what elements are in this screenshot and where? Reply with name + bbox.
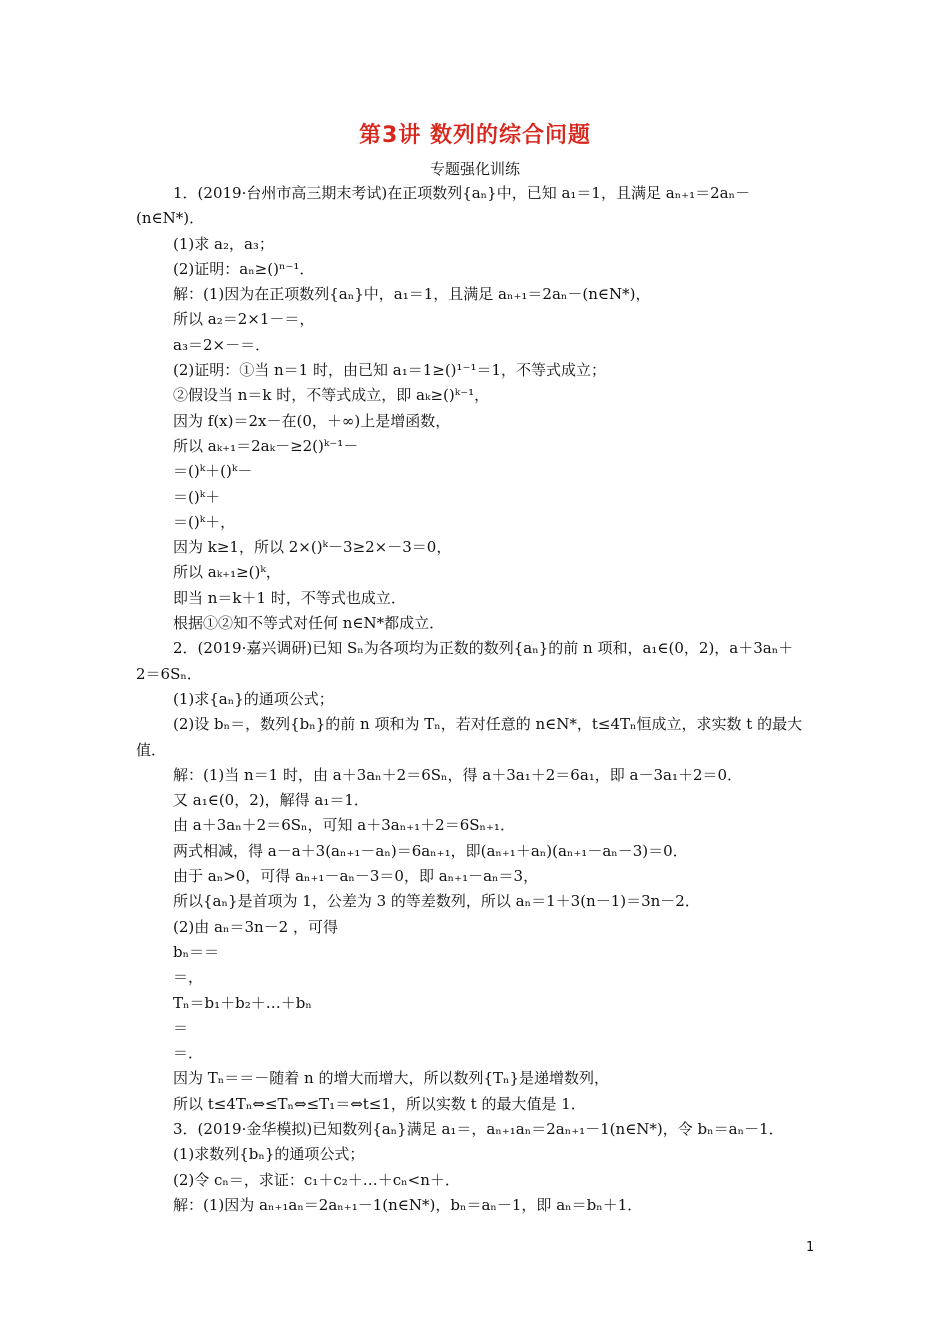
text-line: ＝． bbox=[173, 1044, 204, 1063]
text-line: 因为 f(x)＝2x－在(0，＋∞)上是增函数， bbox=[173, 411, 451, 430]
text-line: 因为 k≥1，所以 2×()ᵏ－3≥2×－3＝0， bbox=[173, 538, 452, 557]
text-line: ②假设当 n＝k 时，不等式成立，即 aₖ≥()ᵏ⁻¹， bbox=[173, 386, 490, 405]
text-line: 即当 n＝k＋1 时，不等式也成立． bbox=[173, 588, 406, 607]
body-text bbox=[0, 181, 950, 1218]
text-line: 所以{aₙ}是首项为 1，公差为 3 的等差数列，所以 aₙ＝1＋3(n－1)＝3n－2． bbox=[173, 892, 700, 911]
text-line: 由 a＋3aₙ＋2＝6Sₙ，可知 a＋3aₙ₊₁＋2＝6Sₙ₊₁． bbox=[173, 816, 515, 835]
text-line: 解：(1)因为在正项数列{aₙ}中，a₁＝1，且满足 aₙ₊₁＝2aₙ－(n∈N*)， bbox=[173, 285, 651, 304]
text-line: ＝()ᵏ＋()ᵏ－ bbox=[173, 462, 253, 481]
text-line: 所以 t≤4Tₙ⇔≤Tₙ⇔≤T₁＝⇔t≤1，所以实数 t 的最大值是 1． bbox=[173, 1094, 586, 1113]
text-line: 所以 a₂＝2×1－＝， bbox=[173, 310, 315, 329]
text-line: ＝()ᵏ＋， bbox=[173, 512, 236, 531]
text-line: 根据①②知不等式对任何 n∈N*都成立． bbox=[173, 614, 445, 633]
text-line: Tₙ＝b₁＋b₂＋…＋bₙ bbox=[173, 993, 312, 1012]
text-line: 又 a₁∈(0，2)，解得 a₁＝1． bbox=[173, 791, 369, 810]
text-line: 由于 aₙ>0，可得 aₙ₊₁－aₙ－3＝0，即 aₙ₊₁－aₙ＝3， bbox=[173, 867, 539, 886]
text-line: 值． bbox=[136, 740, 167, 759]
text-line: (n∈N*)． bbox=[136, 209, 205, 228]
text-line: ＝ bbox=[173, 1018, 189, 1037]
text-line: bₙ＝＝ bbox=[173, 942, 220, 961]
text-line: 3．(2019·金华模拟)已知数列{aₙ}满足 a₁＝，aₙ₊₁aₙ＝2aₙ₊₁－1(n∈N*)，令 bₙ＝aₙ－1． bbox=[173, 1119, 784, 1138]
text-line: (2)证明：aₙ≥()ⁿ⁻¹． bbox=[173, 259, 315, 278]
text-line: (2)由 aₙ＝3n－2 ，可得 bbox=[173, 917, 338, 936]
text-line: 两式相减，得 a－a＋3(aₙ₊₁－aₙ)＝6aₙ₊₁，即(aₙ₊₁＋aₙ)(aₙ₊₁－aₙ－3)＝0． bbox=[173, 841, 688, 860]
text-line: 因为 Tₙ＝＝－随着 n 的增大而增大，所以数列{Tₙ}是递增数列， bbox=[173, 1069, 610, 1088]
text-line: 2．(2019·嘉兴调研)已知 Sₙ为各项均为正数的数列{aₙ}的前 n 项和，a₁∈(0，2)，a＋3aₙ＋ bbox=[173, 639, 794, 658]
text-line: 所以 aₖ₊₁＝2aₖ－≥2()ᵏ⁻¹－ bbox=[173, 436, 359, 455]
text-line: (1)求{aₙ}的通项公式； bbox=[173, 689, 334, 708]
page-title: 第3讲 数列的综合问题 bbox=[359, 123, 591, 148]
text-line: (2)令 cₙ＝，求证：c₁＋c₂＋…＋cₙ<n＋． bbox=[173, 1170, 460, 1189]
page-subtitle: 专题强化训练 bbox=[429, 160, 520, 178]
text-line: 解：(1)因为 aₙ₊₁aₙ＝2aₙ₊₁－1(n∈N*)，bₙ＝aₙ－1，即 aₙ＝bₙ＋1． bbox=[173, 1195, 643, 1214]
page-number: 1 bbox=[806, 1240, 815, 1255]
text-line: (1)求 a₂，a₃； bbox=[173, 234, 274, 253]
text-line: 2＝6Sₙ． bbox=[136, 664, 202, 683]
text-line: (2)设 bₙ＝，数列{bₙ}的前 n 项和为 Tₙ，若对任意的 n∈N*，t≤4Tₙ恒成立，求实数 t 的最大 bbox=[173, 715, 803, 734]
text-line: 1．(2019·台州市高三期末考试)在正项数列{aₙ}中，已知 a₁＝1，且满足 aₙ₊₁＝2aₙ－ bbox=[173, 184, 751, 202]
text-line: (2)证明：①当 n＝1 时，由已知 a₁＝1≥()¹⁻¹＝1，不等式成立； bbox=[173, 361, 607, 380]
text-line: a₃＝2×－＝． bbox=[173, 335, 271, 354]
text-line: 所以 aₖ₊₁≥()ᵏ， bbox=[173, 563, 281, 582]
text-line: ＝()ᵏ＋ bbox=[173, 487, 221, 506]
text-line: ＝， bbox=[173, 968, 204, 987]
text-line: (1)求数列{bₙ}的通项公式； bbox=[173, 1145, 365, 1164]
text-line: 解：(1)当 n＝1 时，由 a＋3aₙ＋2＝6Sₙ，得 a＋3a₁＋2＝6a₁，即 a－3a₁＋2＝0． bbox=[173, 765, 743, 784]
